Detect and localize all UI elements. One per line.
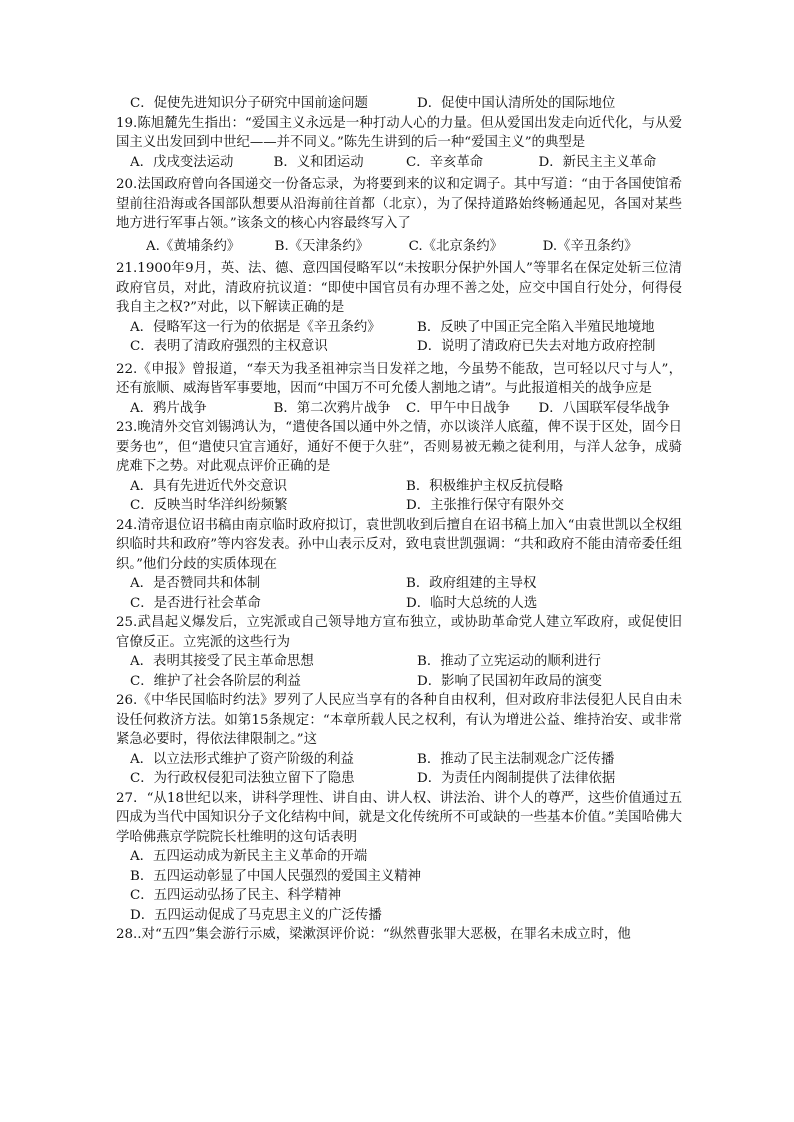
option-b: B．五四运动彰显了中国人民强烈的爱国主义精神 [130, 868, 422, 884]
option-b: B．第二次鸦片战争 [273, 400, 391, 416]
question-stem: 27．“从18世纪以来，讲科学理性、讲自由、讲人权、讲法治、讲个人的尊严，这些价值通过五四成为当代中国知识分子文化结构中间，就是文化传统所不可或缺的一些基本价值。”美国哈佛大学哈佛燕京学院院长杜维明的这句话表明 [116, 790, 682, 845]
option-d: D．说明了清政府已失去对地方政府控制 [417, 339, 656, 354]
question-stem: 22.《申报》曾报道，“奉天为我圣祖神宗当日发祥之地，今虽势不能敌，岂可轻以尺寸与人”，还有旅顺、威海皆军事要地，因而“中国万不可允倭人割地之请”。与此报道相关的战争应是 [116, 361, 682, 396]
option-d: D.《辛丑条约》 [542, 238, 638, 254]
question-stem: 23.晚清外交官刘锡鸿认为，“遣使各国以通中外之情，亦以谈洋人底蕴，俾不误于区处，固今日要务也”，但“遣使只宜言通好，通好不便于久驻”，否则易被无赖之徒利用，与洋人忿争，成骑虎难下之势。对此观点评价正确的是 [116, 420, 682, 474]
option-c: C．五四运动弘扬了民主、科学精神 [130, 888, 342, 903]
question-stem: 26.《中华民国临时约法》罗列了人民应当享有的各种自由权利，但对政府非法侵犯人民自由未设任何救济方法。如第15条规定：“本章所载人民之权利，有认为增进公益、维持治安、或非常紧急必要时，得依法律限制之。”这 [116, 693, 682, 747]
question-24 [116, 516, 682, 614]
option-c: C．维护了社会各阶层的利益 [130, 673, 301, 689]
question-23 [116, 418, 682, 516]
question-list [116, 94, 682, 945]
option-b: B．政府组建的主导权 [406, 576, 537, 591]
option-d: D．促使中国认清所处的国际地位 [417, 96, 616, 111]
option-a: A．侵略军这一行为的依据是《辛丑条约》 [130, 319, 381, 335]
option-c: C．辛亥革命 [405, 154, 484, 170]
question-20 [116, 175, 682, 256]
question-stem: 25.武昌起义爆发后，立宪派或自己领导地方宣布独立，或协助革命党人建立军政府，或促使旧官僚反正。立宪派的这些行为 [116, 615, 682, 650]
options [116, 399, 682, 419]
option-c: C．是否进行社会革命 [130, 595, 261, 611]
option-d: D．主张推行保守有限外交 [406, 498, 565, 513]
question-19 [116, 114, 682, 173]
option-b: B.《天津条约》 [274, 238, 370, 254]
option-d: D．八国联军侵华战争 [538, 400, 670, 416]
option-a: A．鸦片战争 [130, 400, 207, 416]
question-22 [116, 360, 682, 419]
question-25 [116, 613, 682, 691]
question-18-tail [116, 94, 682, 114]
option-d: D．五四运动促成了马克思主义的广泛传播 [130, 907, 382, 923]
question-stem: 20.法国政府曾向各国递交一份备忘录，为将要到来的议和定调子。其中写道：“由于各国使馆希望前往沿海或各国部队想要从沿海前往首都（北京），为了保持道路始终畅通起见，各国对某些地方进行军事占领。”该条文的核心内容最终写入了 [116, 177, 682, 231]
options [116, 237, 682, 257]
option-d: D．新民主主义革命 [538, 154, 657, 170]
option-c: C．为行政权侵犯司法独立留下了隐患 [130, 771, 355, 786]
options [116, 574, 682, 613]
question-stem: 28..对“五四”集会游行示威，梁漱溟评价说：“纵然曹张罪大恶极，在罪名未成立时，他 [116, 927, 631, 942]
option-a: A．具有先进近代外交意识 [130, 478, 287, 494]
question-stem: 19.陈旭麓先生指出：“爱国主义永远是一种打动人心的力量。但从爱国出发走向近代化，与从爱国主义出发回到中世纪——并不同义。”陈先生讲到的后一种“爱国主义”的典型是 [116, 115, 682, 150]
option-b: B．反映了中国正完全陷入半殖民地境地 [417, 319, 655, 335]
option-a: A．戊戌变法运动 [130, 154, 234, 170]
question-27 [116, 789, 682, 926]
option-d: D．临时大总统的人选 [406, 595, 538, 611]
options [116, 847, 682, 925]
question-stem: 21.1900年9月，英、法、德、意四国侵略军以“未按职分保护外国人”等罪名在保定处斩三位清政府官员，对此，清政府抗议道：“即使中国官员有办理不善之处，应交中国自行处分，何得侵我自主之权?”对此，以下解读正确的是 [116, 261, 682, 315]
option-d: D．影响了民国初年政局的演变 [417, 673, 602, 689]
option-a: A.《黄埔条约》 [146, 238, 241, 254]
option-b: B．推动了民主法制观念广泛传播 [417, 751, 615, 767]
option-d: D．为责任内阁制提供了法律依据 [417, 771, 616, 786]
options [116, 652, 682, 691]
option-c: C．反映当时华洋纠纷频繁 [130, 498, 288, 513]
option-a: A．表明其接受了民主革命思想 [130, 654, 314, 669]
option-b: B．义和团运动 [273, 154, 364, 170]
option-c: C．促使先进知识分子研究中国前途问题 [130, 96, 368, 111]
options [116, 153, 682, 173]
option-c: C.《北京条约》 [408, 238, 503, 254]
question-26 [116, 691, 682, 789]
option-c: C．甲午中日战争 [405, 400, 510, 416]
option-c: C．表明了清政府强烈的主权意识 [130, 339, 328, 354]
options [116, 318, 682, 357]
options [116, 94, 682, 114]
question-28 [116, 925, 682, 945]
question-stem: 24.清帝退位诏书稿由南京临时政府拟订，袁世凯收到后擅自在诏书稿上加入“由袁世凯以全权组织临时共和政府”等内容发表。孙中山表示反对，致电袁世凯强调：“共和政府不能由清帝委任组织。”他们分歧的实质体现在 [116, 517, 682, 572]
option-a: A．五四运动成为新民主主义革命的开端 [130, 849, 368, 864]
option-a: A．以立法形式维护了资产阶级的利益 [130, 751, 354, 767]
option-a: A．是否赞同共和体制 [130, 576, 261, 591]
question-21 [116, 259, 682, 357]
options [116, 477, 682, 516]
option-b: B．推动了立宪运动的顺利进行 [417, 654, 601, 669]
option-b: B．积极维护主权反抗侵略 [406, 478, 564, 494]
options [116, 750, 682, 789]
